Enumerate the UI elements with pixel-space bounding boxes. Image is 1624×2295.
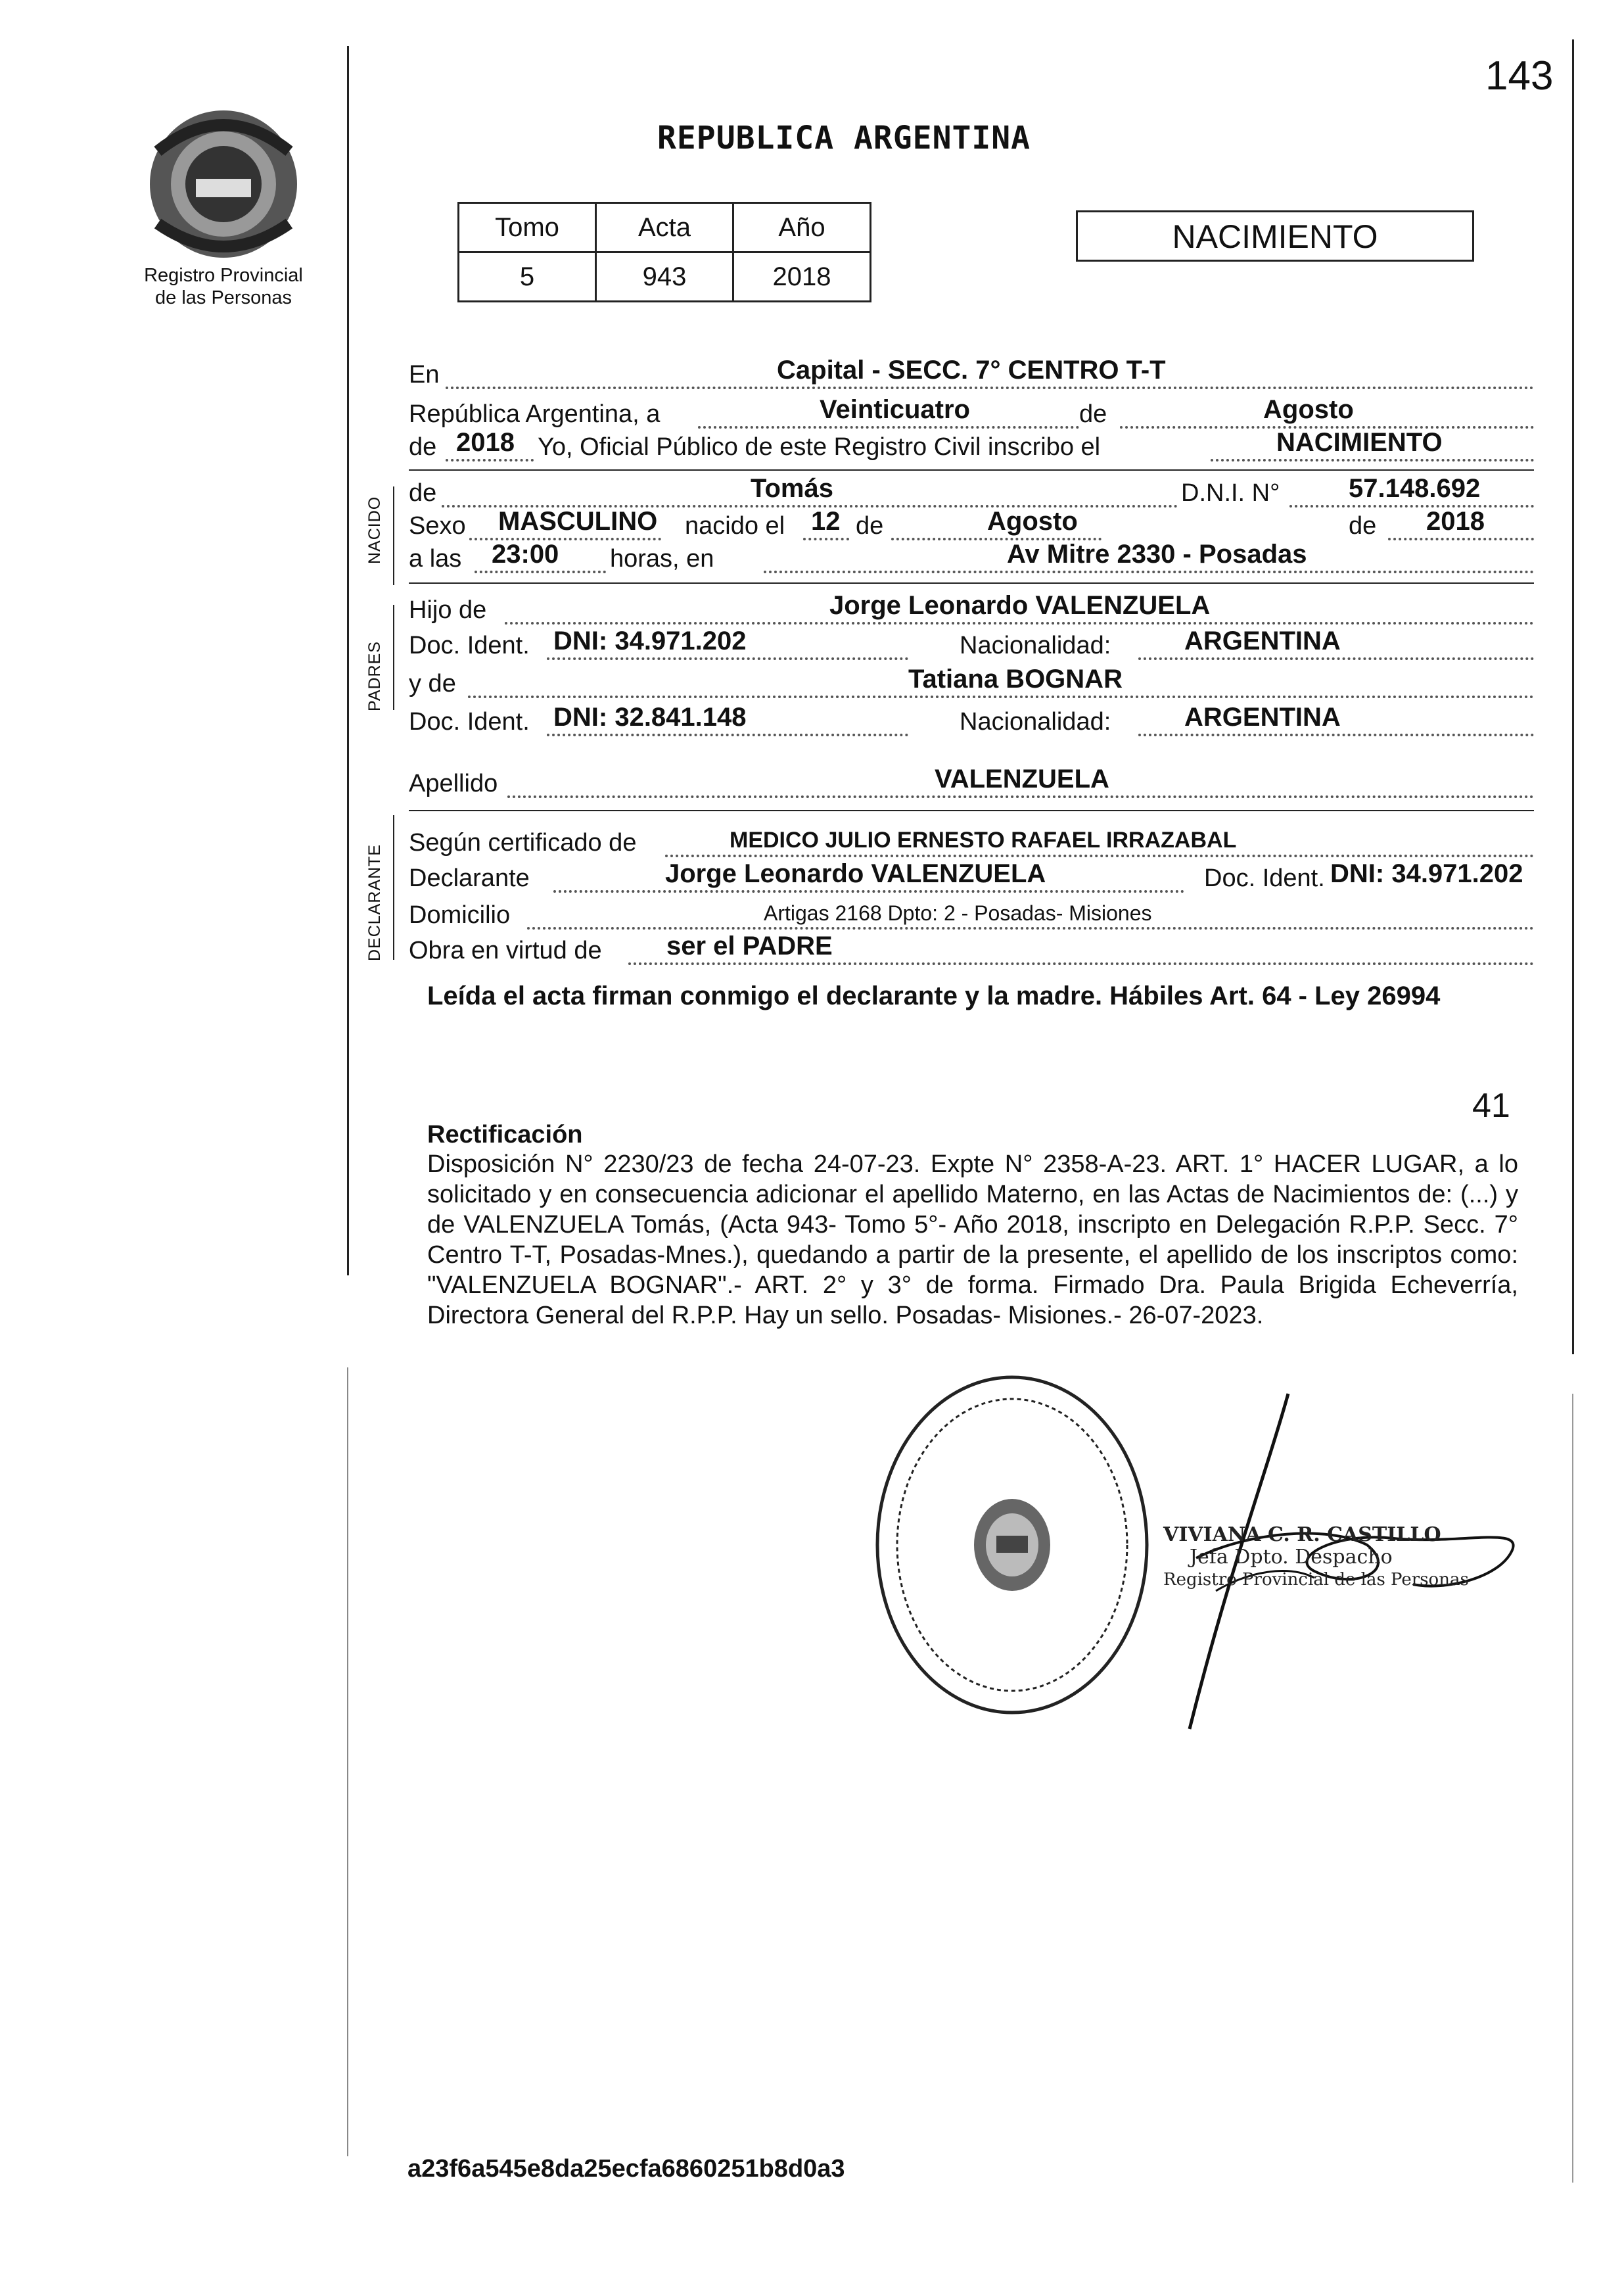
republica-label: República Argentina, a — [409, 400, 661, 428]
segun-label: Según certificado de — [409, 829, 637, 857]
tomo-header: Tomo — [459, 203, 596, 252]
day-value: Veinticuatro — [820, 395, 970, 424]
child-name-value: Tomás — [751, 474, 833, 503]
dotted-line — [1211, 459, 1534, 461]
place-value: Capital - SECC. 7° CENTRO T-T — [777, 356, 1166, 385]
dotted-line — [553, 890, 1184, 893]
left-margin-line — [347, 46, 349, 1275]
oficial-text: Yo, Oficial Público de este Registro Civil inscribo el — [538, 433, 1101, 461]
act-value: NACIMIENTO — [1276, 428, 1443, 457]
dotted-line — [547, 657, 908, 660]
row-year — [409, 427, 1534, 465]
decl-doc-label: Doc. Ident. — [1204, 864, 1325, 892]
act-type-box: NACIMIENTO — [1076, 210, 1474, 262]
dotted-line — [527, 927, 1534, 930]
de-label: de — [1079, 400, 1107, 428]
row-mother-doc — [409, 702, 1534, 740]
dotted-line — [446, 459, 534, 461]
registry-label — [112, 264, 335, 309]
registry-table-header-row — [459, 203, 871, 252]
row-place — [409, 355, 1534, 393]
birth-month-value: Agosto — [987, 507, 1078, 536]
address-value: Artigas 2168 Dpto: 2 - Posadas- Misiones — [764, 901, 1152, 925]
official-seal-stamp — [868, 1367, 1157, 1722]
document-title: REPUBLICA ARGENTINA — [657, 120, 1031, 156]
surname-value: VALENZUELA — [935, 765, 1109, 793]
registry-table-value-row — [459, 252, 871, 302]
mother-name-value: Tatiana BOGNAR — [908, 665, 1123, 694]
birth-de-label: de — [856, 512, 884, 540]
nacionalidad-label: Nacionalidad: — [960, 708, 1111, 736]
row-certificate — [409, 823, 1534, 861]
alas-label: a las — [409, 545, 462, 573]
row-time-place — [409, 539, 1534, 577]
row-address — [409, 895, 1534, 934]
birth-de2-label: de — [1349, 512, 1377, 540]
row-declarant — [409, 859, 1534, 897]
nacionalidad-label: Nacionalidad: — [960, 632, 1111, 659]
dotted-line — [505, 622, 1534, 625]
row-capacity — [409, 931, 1534, 969]
dotted-line — [468, 696, 1534, 698]
apellido-label: Apellido — [409, 770, 498, 797]
acta-value: 943 — [596, 252, 733, 302]
child-dni-value: 57.148.692 — [1349, 474, 1481, 503]
left-margin-line-lower — [347, 1367, 348, 2156]
dotted-line — [507, 795, 1534, 798]
row-father — [409, 590, 1534, 628]
birth-day-value: 12 — [811, 507, 841, 536]
name-de-label: de — [409, 479, 437, 507]
section-label-declarante: DECLARANTE — [365, 843, 384, 961]
doc-ident-label: Doc. Ident. — [409, 632, 530, 659]
registry-label-line-1: Registro Provincial — [144, 265, 303, 286]
province-coat-of-arms-logo — [131, 105, 315, 263]
nacido-label: nacido el — [685, 512, 785, 540]
birthplace-value: Av Mitre 2330 - Posadas — [1007, 540, 1307, 569]
dni-label: D.N.I. N° — [1181, 479, 1280, 507]
declarante-label: Declarante — [409, 864, 530, 892]
document-hash: a23f6a545e8da25ecfa6860251b8d0a3 — [407, 2155, 845, 2183]
right-margin-line — [1572, 39, 1574, 1354]
sexo-value: MASCULINO — [498, 507, 658, 536]
de2-label: de — [409, 433, 437, 461]
birth-year-value: 2018 — [1426, 507, 1485, 536]
en-label: En — [409, 361, 440, 389]
dotted-line — [1138, 657, 1534, 660]
section-separator — [409, 469, 1534, 471]
acta-header: Acta — [596, 203, 733, 252]
capacity-value: ser el PADRE — [666, 932, 833, 960]
time-value: 23:00 — [492, 540, 559, 569]
father-nationality-value: ARGENTINA — [1184, 627, 1341, 655]
yde-label: y de — [409, 670, 456, 698]
dotted-line — [764, 571, 1534, 573]
mother-nationality-value: ARGENTINA — [1184, 703, 1341, 732]
dotted-line — [446, 387, 1534, 389]
sexo-label: Sexo — [409, 512, 466, 540]
section-separator — [409, 582, 1534, 584]
declarant-name-value: Jorge Leonardo VALENZUELA — [665, 859, 1046, 888]
section-divider — [393, 815, 394, 960]
dotted-line — [547, 734, 908, 736]
father-dni-value: DNI: 34.971.202 — [553, 627, 747, 655]
row-surname — [409, 764, 1534, 802]
obra-label: Obra en virtud de — [409, 937, 602, 964]
page-number: 143 — [1485, 53, 1554, 99]
signer-name: VIVIANA C. R. CASTILLO — [1163, 1523, 1441, 1546]
signer-organization: Registro Provincial de las Personas — [1163, 1570, 1469, 1590]
declarant-dni-value: DNI: 34.971.202 — [1330, 859, 1523, 888]
anio-header: Año — [733, 203, 871, 252]
rectification-text: Disposición N° 2230/23 de fecha 24-07-23. Expte N° 2358-A-23. ART. 1° HACER LUGAR, a lo solicitado y en consecuencia adicionar el apellido Materno, en las Actas de Nacimientos de: (...) y de VALENZUELA Tomás, (Acta 943- Tomo 5°- Año 2018, inscripto en Delegación R.P.P. Secc. 7° Centro T-T, Posadas-Mnes.), quedando a partir de la presente, el apellido de los inscriptos como: "VALENZUELA BOGNAR".- ART. 2° y 3° de forma. Firmado Dra. Paula Brigida Echeverría, Directora General del R.P.P. Hay un sello. Posadas- Misiones.- 26-07-2023. — [427, 1150, 1518, 1329]
horas-label: horas, en — [610, 545, 714, 573]
year-value: 2018 — [456, 428, 515, 457]
hijo-label: Hijo de — [409, 596, 487, 624]
row-mother — [409, 664, 1534, 702]
signature-block — [1163, 1524, 1469, 1591]
annotation-number: 41 — [1472, 1087, 1510, 1125]
dotted-line — [475, 571, 606, 573]
section-divider — [393, 486, 394, 585]
row-father-doc — [409, 626, 1534, 664]
section-separator — [409, 810, 1534, 811]
rectification-title: Rectificación — [427, 1121, 583, 1148]
closing-statement: Leída el acta firman conmigo el declarante y la madre. Hábiles Art. 64 - Ley 26994 — [427, 982, 1441, 1010]
mother-dni-value: DNI: 32.841.148 — [553, 703, 747, 732]
right-margin-line-lower — [1572, 1394, 1573, 2183]
dotted-line — [665, 855, 1534, 857]
father-name-value: Jorge Leonardo VALENZUELA — [829, 591, 1211, 620]
domicilio-label: Domicilio — [409, 901, 511, 929]
month-value: Agosto — [1263, 395, 1354, 424]
tomo-value: 5 — [459, 252, 596, 302]
registry-label-line-2: de las Personas — [155, 287, 292, 308]
anio-value: 2018 — [733, 252, 871, 302]
certificate-value: MEDICO JULIO ERNESTO RAFAEL IRRAZABAL — [730, 828, 1237, 853]
dotted-line — [628, 962, 1534, 965]
dotted-line — [1138, 734, 1534, 736]
doc-ident-label: Doc. Ident. — [409, 708, 530, 736]
section-divider — [393, 605, 394, 710]
section-label-padres: PADRES — [365, 641, 384, 711]
registry-table — [457, 202, 871, 302]
section-label-nacido: NACIDO — [365, 496, 384, 564]
signer-role: Jefa Dpto. Despacho — [1190, 1546, 1393, 1569]
